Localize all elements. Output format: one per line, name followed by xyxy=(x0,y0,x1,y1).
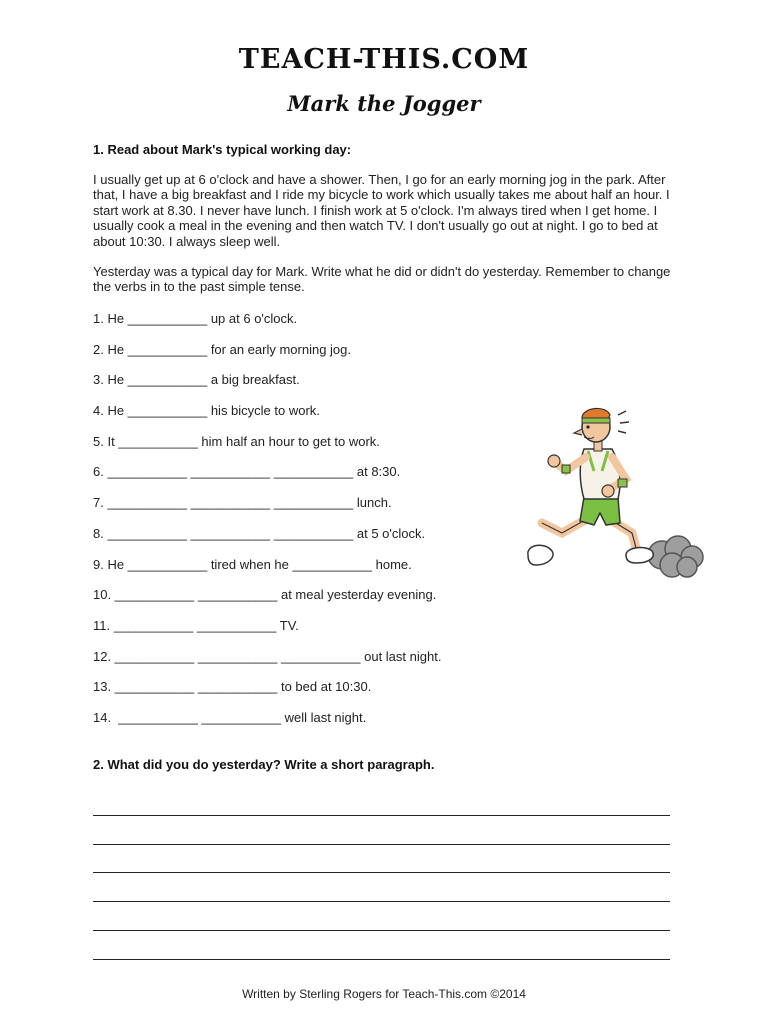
exercise-item: 6. ___________ ___________ ___________ at 8:30. xyxy=(93,464,401,480)
footer-credit: Written by Sterling Rogers for Teach-This.com ©2014 xyxy=(242,987,526,1001)
dust-cloud-icon xyxy=(648,536,703,577)
jogger-icon xyxy=(522,405,712,585)
site-title: TEACH-THIS.COM xyxy=(238,44,530,75)
exercise-item: 5. It ___________ him half an hour to get to work. xyxy=(93,433,380,449)
section-1-heading: 1. Read about Mark's typical working day: xyxy=(93,142,352,157)
exercise-item: 10. ___________ ___________ at meal yesterday evening. xyxy=(93,587,437,603)
exercise-item: 2. He ___________ for an early morning jog. xyxy=(93,341,352,357)
exercise-item: 3. He ___________ a big breakfast. xyxy=(93,372,300,388)
writing-line[interactable] xyxy=(93,873,670,902)
section-2-heading: 2. What did you do yesterday? Write a short paragraph. xyxy=(93,757,435,772)
exercise-item: 13. ___________ ___________ to bed at 10:30. xyxy=(93,679,372,695)
exercise-item: 11. ___________ ___________ TV. xyxy=(93,617,299,633)
writing-line[interactable] xyxy=(93,931,670,960)
writing-line[interactable] xyxy=(93,902,670,931)
exercise-item: 14. ___________ ___________ well last night. xyxy=(93,709,367,725)
exercise-list xyxy=(93,311,441,741)
writing-area[interactable] xyxy=(93,787,670,960)
reading-paragraph: I usually get up at 6 o'clock and have a shower. Then, I go for an early morning jog in the park. After that, I have a big breakfast and I ride my bicycle to work which usually takes me about half an hour. I start work at 8.30. I never have lunch. I finish work at 5 o'clock. I'm always tired when I get home. I usually cook a meal in the evening and then watch TV. I don't usually go out at night. I go to bed at about 10:30. I always sleep well. xyxy=(93,172,670,249)
jogger-illustration xyxy=(522,405,712,585)
exercise-item: 9. He ___________ tired when he ___________ home. xyxy=(93,556,412,572)
exercise-item: 8. ___________ ___________ ___________ at 5 o'clock. xyxy=(93,525,426,541)
exercise-item: 7. ___________ ___________ ___________ lunch. xyxy=(93,495,392,511)
exercise-item: 12. ___________ ___________ ___________ out last night. xyxy=(93,648,442,664)
writing-line[interactable] xyxy=(93,816,670,845)
writing-line[interactable] xyxy=(93,787,670,816)
exercise-item: 4. He ___________ his bicycle to work. xyxy=(93,403,320,419)
worksheet-title: Mark the Jogger xyxy=(287,91,481,116)
exercise-item: 1. He ___________ up at 6 o'clock. xyxy=(93,311,298,326)
writing-line[interactable] xyxy=(93,845,670,874)
instructions-paragraph: Yesterday was a typical day for Mark. Write what he did or didn't do yesterday. Remember to change the verbs in to the past simple tense. xyxy=(93,264,671,295)
